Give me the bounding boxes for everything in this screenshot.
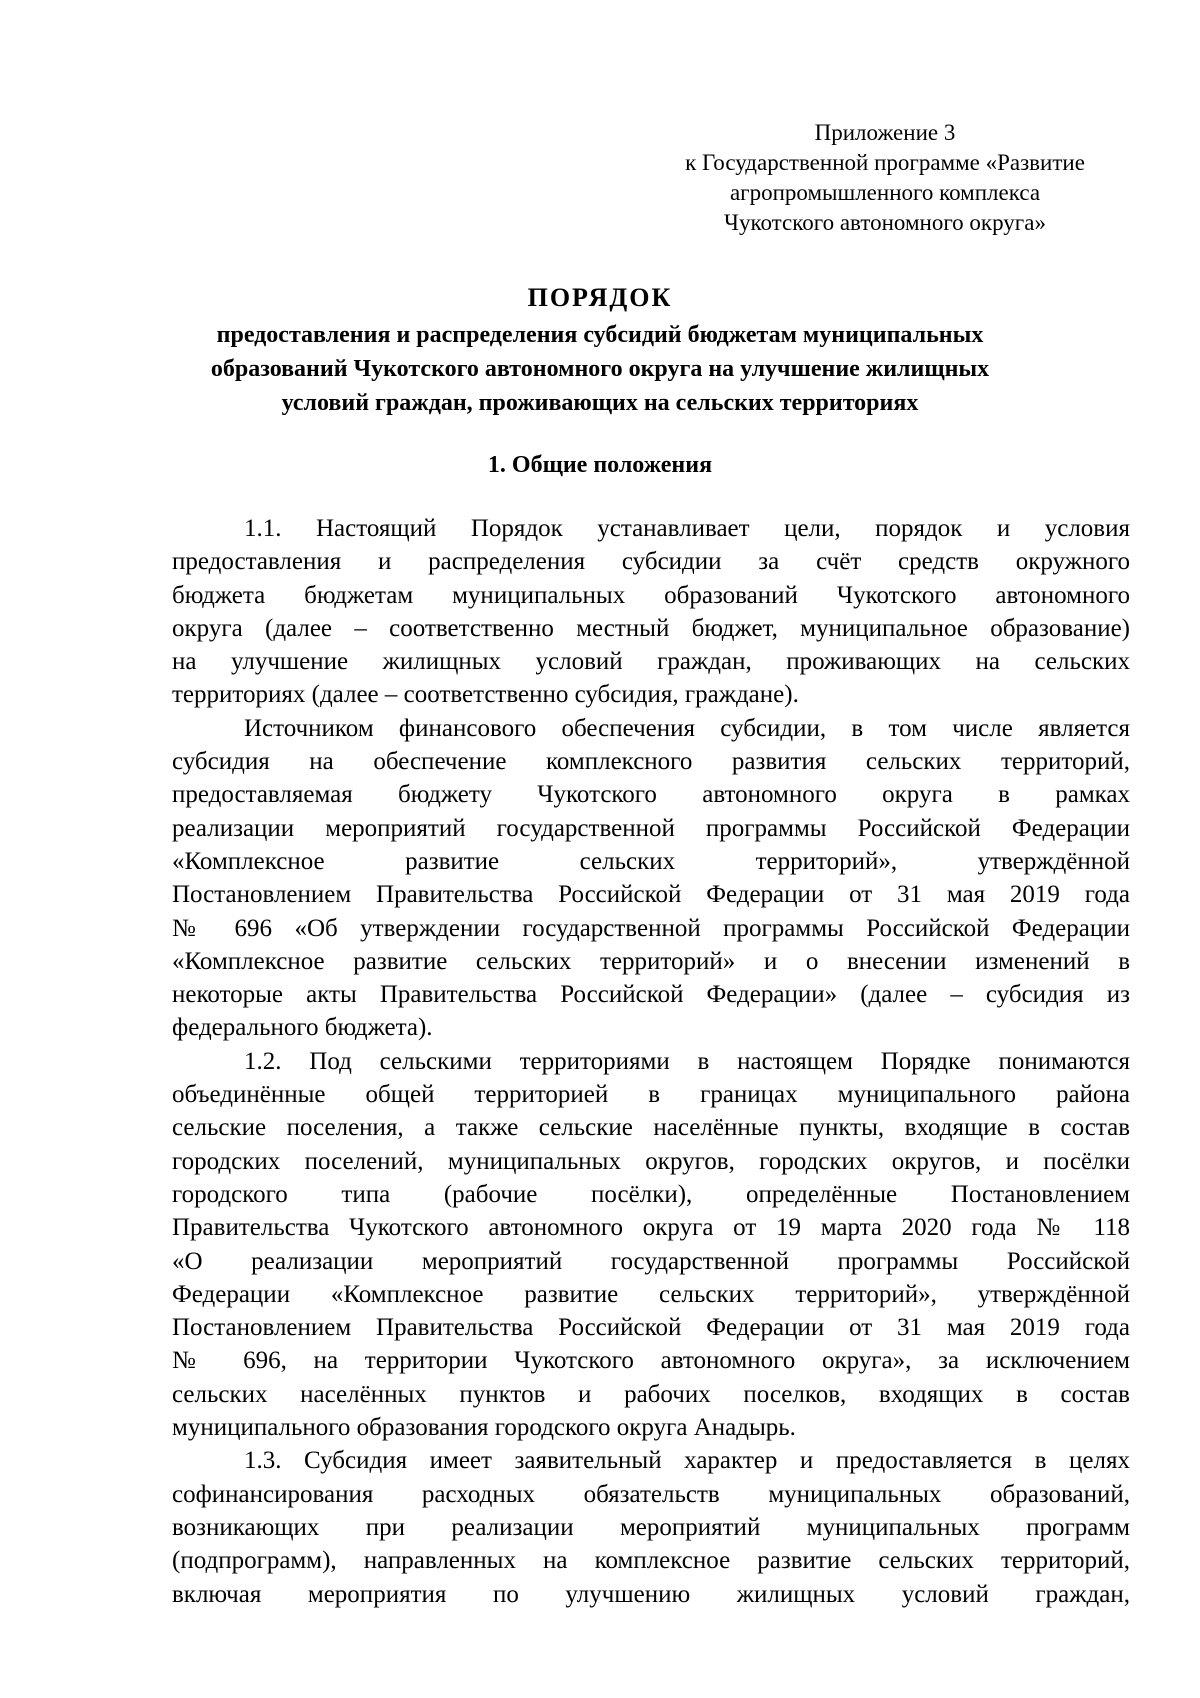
paragraph-line: включая мероприятия по улучшению жилищных условий граждан, [172, 1580, 1130, 1608]
paragraph-line: федерального бюджета). [172, 1014, 433, 1042]
paragraph-line: Постановлением Правительства Российской Федерации от 31 мая 2019 года [172, 881, 1130, 909]
paragraph-line: возникающих при реализации мероприятий муниципальных программ [172, 1513, 1130, 1541]
paragraph-line: Постановлением Правительства Российской Федерации от 31 мая 2019 года [172, 1314, 1130, 1342]
paragraph-line: объединённые общей территорией в границах муниципального района [172, 1081, 1130, 1109]
paragraph-line: предоставляемая бюджету Чукотского автономного округа в рамках [172, 781, 1130, 809]
paragraph-line: «Комплексное развитие сельских территорий», утверждённой [172, 847, 1130, 875]
paragraph-line: 1.2. Под сельскими территориями в настоящем Порядке понимаются [244, 1047, 1130, 1075]
paragraph-line: округа (далее – соответственно местный бюджет, муниципальное образование) [172, 614, 1130, 642]
paragraph-line: реализации мероприятий государственной программы Российской Федерации [172, 814, 1130, 842]
appendix-line: агропромышленного комплекса [729, 180, 1041, 205]
paragraph-line: 1.3. Субсидия имеет заявительный характер и предоставляется в целях [244, 1447, 1130, 1475]
paragraph-line: № 696, на территории Чукотского автономного округа», за исключением [172, 1347, 1130, 1375]
paragraph-line: городских поселений, муниципальных округов, городских округов, и посёлки [172, 1147, 1130, 1175]
paragraph-line: городского типа (рабочие посёлки), определённые Постановлением [172, 1180, 1130, 1208]
paragraph-line: софинансирования расходных обязательств муниципальных образований, [172, 1480, 1130, 1508]
subtitle-line: предоставления и распределения субсидий бюджетам муниципальных [216, 322, 984, 348]
appendix-line: Приложение 3 [814, 120, 956, 145]
paragraph-line: на улучшение жилищных условий граждан, проживающих на сельских [172, 648, 1130, 676]
paragraph-line: бюджета бюджетам муниципальных образований Чукотского автономного [172, 581, 1130, 609]
document-subtitle [120, 318, 1080, 420]
paragraph-line: сельские поселения, а также сельские населённые пункты, входящие в состав [172, 1114, 1130, 1142]
paragraph-line: Правительства Чукотского автономного округа от 19 марта 2020 года № 118 [172, 1214, 1130, 1242]
paragraph [172, 512, 1130, 712]
section-heading: 1. Общие положения [487, 452, 713, 478]
document-title: ПОРЯДОК [527, 283, 673, 312]
paragraph [172, 712, 1130, 1045]
paragraph-line: «О реализации мероприятий государственной программы Российской [172, 1247, 1130, 1275]
paragraph-line: предоставления и распределения субсидии за счёт средств окружного [172, 548, 1130, 576]
paragraph-line: субсидия на обеспечение комплексного развития сельских территорий, [172, 748, 1130, 776]
document-title-block [120, 280, 1080, 420]
subtitle-line: образований Чукотского автономного округа на улучшение жилищных [210, 356, 990, 382]
paragraph-line: Федерации «Комплексное развитие сельских территорий», утверждённой [172, 1280, 1130, 1308]
paragraph [172, 1045, 1130, 1445]
paragraph-line: территориях (далее – соответственно субсидия, граждане). [172, 681, 799, 709]
paragraph-line: 1.1. Настоящий Порядок устанавливает цели, порядок и условия [244, 515, 1130, 542]
paragraph [172, 1444, 1130, 1610]
appendix-line: к Государственной программе «Развитие [685, 150, 1085, 175]
paragraph-line: некоторые акты Правительства Российской Федерации» (далее – субсидия из [172, 981, 1130, 1009]
subtitle-line: условий граждан, проживающих на сельских территориях [281, 390, 919, 416]
paragraph-line: «Комплексное развитие сельских территорий» и о внесении изменений в [172, 947, 1130, 975]
paragraph-line: № 696 «Об утверждении государственной программы Российской Федерации [172, 914, 1130, 942]
paragraph-line: (подпрограмм), направленных на комплексное развитие сельских территорий, [172, 1547, 1130, 1575]
document-body [172, 512, 1130, 1611]
paragraph-line: муниципального образования городского округа Анадырь. [172, 1414, 796, 1442]
paragraph-line: Источником финансового обеспечения субсидии, в том числе является [244, 714, 1130, 742]
paragraph-line: сельских населённых пунктов и рабочих поселков, входящих в состав [172, 1380, 1130, 1408]
appendix-line: Чукотского автономного округа» [724, 210, 1046, 235]
appendix-reference [655, 118, 1115, 238]
